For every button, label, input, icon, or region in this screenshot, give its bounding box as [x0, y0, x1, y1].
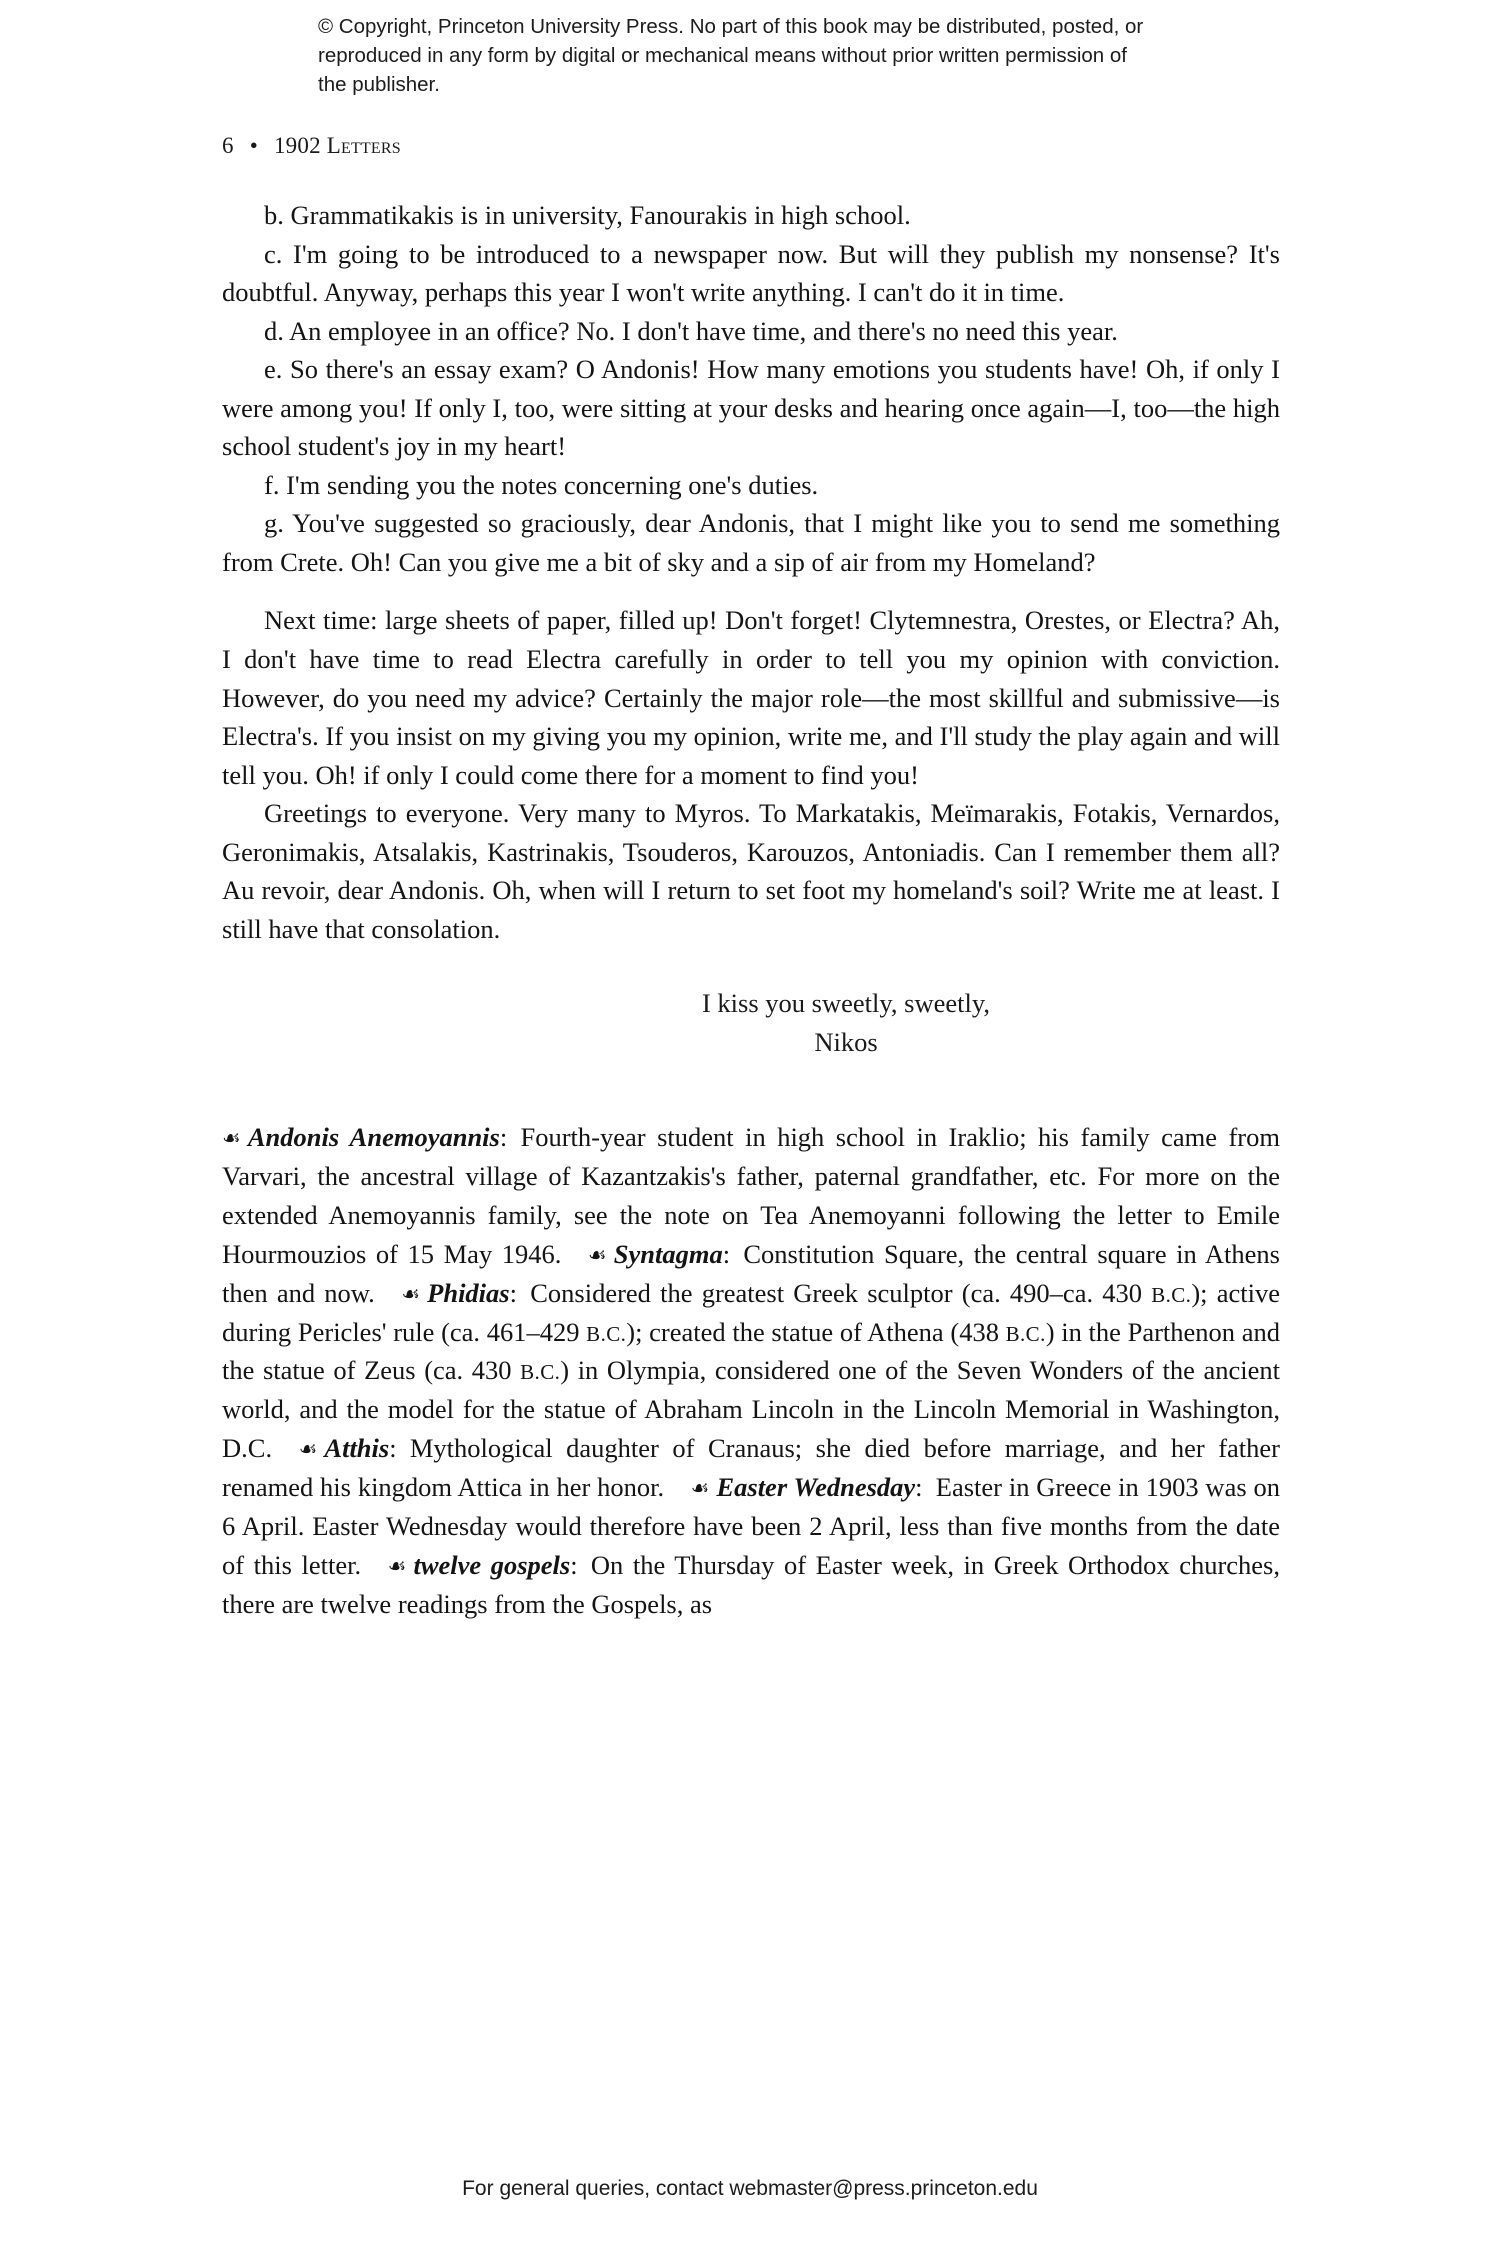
annotation-colon: :	[722, 1238, 744, 1269]
annotation-marker-icon: ☙	[690, 1476, 710, 1501]
annotation-lemma: Easter Wednesday	[716, 1472, 916, 1503]
annotation-separator	[361, 1550, 388, 1580]
era-abbreviation: B.C.	[1005, 1321, 1046, 1346]
annotation-marker-icon: ☙	[401, 1281, 421, 1306]
annotation-separator	[272, 1433, 299, 1463]
era-abbreviation: B.C.	[586, 1321, 627, 1346]
letter-signature-block	[222, 984, 1280, 1061]
era-abbreviation: B.C.	[1151, 1282, 1192, 1307]
annotation-lemma: Phidias	[427, 1277, 510, 1308]
letter-paragraph-2: Greetings to everyone. Very many to Myros. To Markatakis, Meïmarakis, Fotakis, Vernardos, Geronimakis, Atsalakis, Kastrinakis, Tsouderos, Karouzos, Antoniadis. Can I remember them all? Au revoir, dear Andonis. Oh, when will I return to set foot my homeland's soil? Write me at least. I still have that consolation.	[222, 798, 1280, 944]
running-head-bullet: •	[249, 133, 258, 158]
annotation-marker-icon: ☙	[587, 1242, 607, 1267]
letter-signature-name: Nikos	[814, 1027, 878, 1058]
annotation-separator	[375, 1278, 402, 1308]
letter-paragraph-1: Next time: large sheets of paper, filled up! Don't forget! Clytemnestra, Orestes, or Electra? Ah, I don't have time to read Electra carefully in order to tell you my opinion with conviction. However, do you need my advice? Certainly the major role—the most skillful and submissive—is Electra's. If you insist on my giving you my opinion, write me, and I'll study the play again and will tell you. Oh! if only I could come there for a moment to find you!	[222, 605, 1280, 790]
annotation-text: Easter in Greece in 1903 was on 6 April. Easter Wednesday would therefore have been 2 April, less than five months from the date of this letter.	[222, 1472, 1280, 1581]
main-text-block	[222, 196, 1280, 1624]
annotation-run	[222, 1118, 1280, 1624]
annotation-lemma: twelve gospels	[413, 1550, 571, 1581]
annotation-text: Constitution Square, the central square in Athens then and now.	[222, 1238, 1280, 1308]
paragraph-spacer	[222, 581, 1280, 601]
letter-closing: I kiss you sweetly, sweetly,	[701, 988, 991, 1019]
annotation-marker-icon: ☙	[298, 1437, 318, 1462]
annotation-colon: :	[509, 1277, 531, 1308]
copyright-notice: © Copyright, Princeton University Press. No part of this book may be distributed, posted, or reproduced in any form by digital or mechanical means without prior written permission of the publisher.	[318, 15, 1144, 97]
annotation-lemma: Andonis Anemoyannis	[247, 1121, 500, 1152]
page-number: 6	[222, 133, 234, 158]
letter-item-f: f. I'm sending you the notes concerning one's duties.	[264, 469, 819, 500]
annotations-block	[222, 1118, 1280, 1624]
letter-item-d: d. An employee in an office? No. I don't have time, and there's no need this year.	[264, 315, 1118, 346]
annotation-lemma: Atthis	[324, 1433, 390, 1464]
annotation-text: ); created the statue of Athena (438	[626, 1316, 1006, 1347]
letter-item-g: g. You've suggested so graciously, dear Andonis, that I might like you to send me something from Crete. Oh! Can you give me a bit of sky and a sip of air from my Homeland?	[222, 508, 1280, 577]
annotation-text: Fourth-year student in high school in Iraklio; his family came from Varvari, the ancestral village of Kazantzakis's father, paternal grandfather, etc. For more on the extended Anemoyannis family, see the note on Tea Anemoyanni following the letter to Emile Hourmouzios of 15 May 1946.	[222, 1121, 1280, 1269]
letter-item-e: e. So there's an essay exam? O Andonis! How many emotions you students have! Oh, if only I were among you! If only I, too, were sitting at your desks and hearing once again—I, too—the high school student's joy in my heart!	[222, 354, 1280, 462]
running-head-title: 1902 Letters	[273, 133, 401, 158]
running-head	[222, 133, 401, 159]
annotation-colon: :	[570, 1550, 591, 1581]
annotation-colon: :	[915, 1472, 936, 1503]
annotation-text: ); active during Pericles' rule (ca. 461–429	[222, 1277, 1280, 1347]
annotation-text: ) in the Parthenon and the statue of Zeus (ca. 430	[222, 1316, 1280, 1386]
annotation-lemma: Syntagma	[613, 1238, 723, 1269]
annotation-colon: :	[389, 1433, 410, 1464]
annotation-text: Considered the greatest Greek sculptor (ca. 490–ca. 430	[530, 1277, 1152, 1308]
annotation-text: ) in Olympia, considered one of the Seven Wonders of the ancient world, and the model for the statue of Abraham Lincoln in the Lincoln Memorial in Washington, D.C.	[222, 1355, 1280, 1464]
era-abbreviation: B.C.	[520, 1360, 561, 1385]
annotation-separator	[664, 1472, 691, 1502]
annotation-colon: :	[499, 1121, 521, 1152]
annotation-text: Mythological daughter of Cranaus; she died before marriage, and her father renamed his kingdom Attica in her honor.	[222, 1433, 1280, 1503]
annotation-separator	[561, 1239, 588, 1269]
annotation-marker-icon: ☙	[222, 1125, 241, 1150]
footer-notice: For general queries, contact webmaster@press.princeton.edu	[462, 2177, 1038, 2200]
annotation-marker-icon: ☙	[387, 1554, 407, 1579]
letter-item-c: c. I'm going to be introduced to a newspaper now. But will they publish my nonsense? It's doubtful. Anyway, perhaps this year I won't write anything. I can't do it in time.	[222, 238, 1280, 308]
letter-item-b: b. Grammatikakis is in university, Fanourakis in high school.	[264, 200, 911, 230]
annotation-text: On the Thursday of Easter week, in Greek Orthodox churches, there are twelve readings from the Gospels, as	[222, 1550, 1280, 1620]
